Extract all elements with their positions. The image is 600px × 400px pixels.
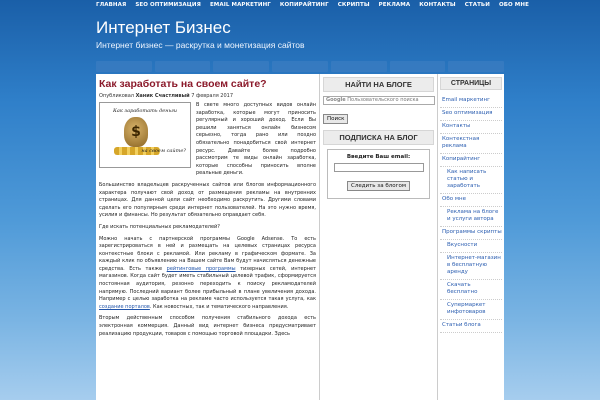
topnav-scripts[interactable]: СКРИПТЫ (337, 2, 370, 8)
post-paragraph: Где искать потенциальных рекламодателей? (99, 223, 220, 230)
post-content-area (96, 74, 319, 400)
post-date: 7 февраля 2017 (191, 93, 234, 99)
sidebar-page-link[interactable]: Реклама на блоге и услуги автора (440, 207, 502, 227)
thumbnail-caption-top: Как заработать деньги (112, 108, 178, 114)
post-paragraph: В свете много доступных видов онлайн заработка, которые могут приносить регулярный и хороший доход. Если Вы решили заняться онлайн бизнесом серьезно, тогда рано или поздно обязательно понадобиться свой интернет ресурс. Давайте более подробно рассмотрим те виды онлайн заработка, которые способны приносить вполне реальные деньги. (196, 102, 316, 177)
pages-title: СТРАНИЦЫ (440, 77, 502, 90)
category-navbar (96, 61, 504, 72)
navbar-tab[interactable] (272, 61, 328, 72)
sidebar-page-link[interactable]: Программы скрипты (440, 227, 502, 240)
top-navigation (96, 2, 529, 8)
subscribe-label: Введите Ваш email: (346, 154, 411, 160)
paragraph-text: Можно начать с партнерской программы Google Adsense. То есть зарегистрироваться в ней и размещать на целевых страницах ресурса контекстные блоки с рекламой. Или рекламу в графическом формате. За каждый клик по объявлению на Вашем сайте Вам будут начисляться денежные средства. Есть также (99, 235, 316, 272)
navbar-tab[interactable] (448, 61, 504, 72)
subscribe-button[interactable]: Следить за блогом (347, 181, 410, 191)
thumbnail-caption-bottom: на своем сайте? (141, 148, 186, 154)
post-paragraph: Большинство владельцев раскрученных сайтов или блогов информационного характера получают свой доход от размещения рекламы на внутренних страницах. Для данной цели сайт необходимо раскрутить. Другими словами сделать его популярным среди интернет пользователей. На это нужно время, усилия и финансы. Но результат обязательно оправдает себя. (99, 181, 316, 219)
meta-prefix: Опубликовал (99, 93, 134, 99)
pages-sidebar (437, 74, 504, 400)
search-placeholder: Пользовательского поиска (347, 97, 419, 103)
sidebar-page-link[interactable]: Email маркетинг (440, 95, 502, 108)
post-title[interactable]: Как заработать на своем сайте? (99, 78, 267, 90)
pages-list (440, 95, 502, 333)
portal-creation-link[interactable]: создание порталов (99, 303, 150, 310)
sidebar-page-link[interactable]: Скачать бесплатно (440, 280, 502, 300)
post-paragraph: Вторым действенным способом получения стабильного дохода есть электронная коммерция. Данный вид интернет бизнеса предусматривает реализацию продукции, товаров с помощью торговой площадки. Здесь (99, 315, 316, 337)
sidebar-page-link[interactable]: Копирайтинг (440, 154, 502, 167)
paragraph-text: тизерных сетей, интернет магазинов. Когда сайт будет иметь стабильный целевой трафик, сформируется постоянная аудитория, резонно переходить к поиску рекламодателей напрямую. Последний вариант более прибыльный в плане увеличения дохода. Например с целью заработка на рекламе часто используется такая услуга, как (99, 265, 317, 303)
navbar-tab[interactable] (331, 61, 387, 72)
post-body (99, 102, 316, 338)
sidebar-page-link[interactable]: Статьи блога (440, 320, 502, 333)
sidebar-page-link[interactable]: Контекстная реклама (440, 134, 502, 154)
topnav-advertising[interactable]: РЕКЛАМА (378, 2, 411, 8)
post-meta (99, 93, 316, 99)
google-brand: Google (326, 97, 346, 103)
widget-column (319, 74, 437, 400)
subscribe-box (327, 149, 430, 199)
site-subtitle: Интернет бизнес — раскрутка и монетизация сайтов (96, 40, 305, 50)
search-widget-title: НАЙТИ НА БЛОГЕ (323, 77, 434, 92)
topnav-email-marketing[interactable]: EMAIL МАРКЕТИНГ (209, 2, 271, 8)
sidebar-page-link[interactable]: Супермаркет инфотоваров (440, 300, 502, 320)
navbar-tab[interactable] (96, 61, 152, 72)
search-input[interactable] (323, 96, 435, 105)
sidebar-page-link[interactable]: Вкусности (440, 240, 502, 253)
topnav-articles[interactable]: СТАТЬИ (464, 2, 490, 8)
sidebar-page-link[interactable]: Контакты (440, 121, 502, 134)
topnav-seo[interactable]: SEO ОПТИМИЗАЦИЯ (135, 2, 201, 8)
post-thumbnail (99, 102, 191, 168)
navbar-tab[interactable] (390, 61, 446, 72)
topnav-copywriting[interactable]: КОПИРАЙТИНГ (279, 2, 329, 8)
topnav-home[interactable]: ГЛАВНАЯ (96, 2, 127, 8)
partner-programs-link[interactable]: рейтинговые программы (166, 265, 236, 272)
email-field[interactable] (334, 163, 424, 172)
topnav-about[interactable]: ОБО МНЕ (498, 2, 529, 8)
sidebar-page-link[interactable]: Обо мне (440, 194, 502, 207)
post-paragraph (99, 236, 316, 312)
sidebar-page-link[interactable]: Seo оптимизация (440, 108, 502, 121)
search-button[interactable]: Поиск (323, 114, 348, 124)
topnav-contacts[interactable]: КОНТАКТЫ (419, 2, 456, 8)
site-title[interactable]: Интернет Бизнес (96, 18, 231, 37)
subscribe-widget-title: ПОДПИСКА НА БЛОГ (323, 130, 434, 145)
navbar-tab[interactable] (213, 61, 269, 72)
post-author[interactable]: Ханик Счастливый (135, 93, 190, 99)
money-bag-icon: $ (124, 117, 148, 147)
paragraph-text: . Как новостных, так и тематического направления. (149, 303, 289, 310)
sidebar-page-link[interactable]: Как написать статью и заработать (440, 167, 502, 194)
navbar-tab[interactable] (155, 61, 211, 72)
sidebar-page-link[interactable]: Интернет-магазин в бесплатную аренду (440, 253, 502, 280)
